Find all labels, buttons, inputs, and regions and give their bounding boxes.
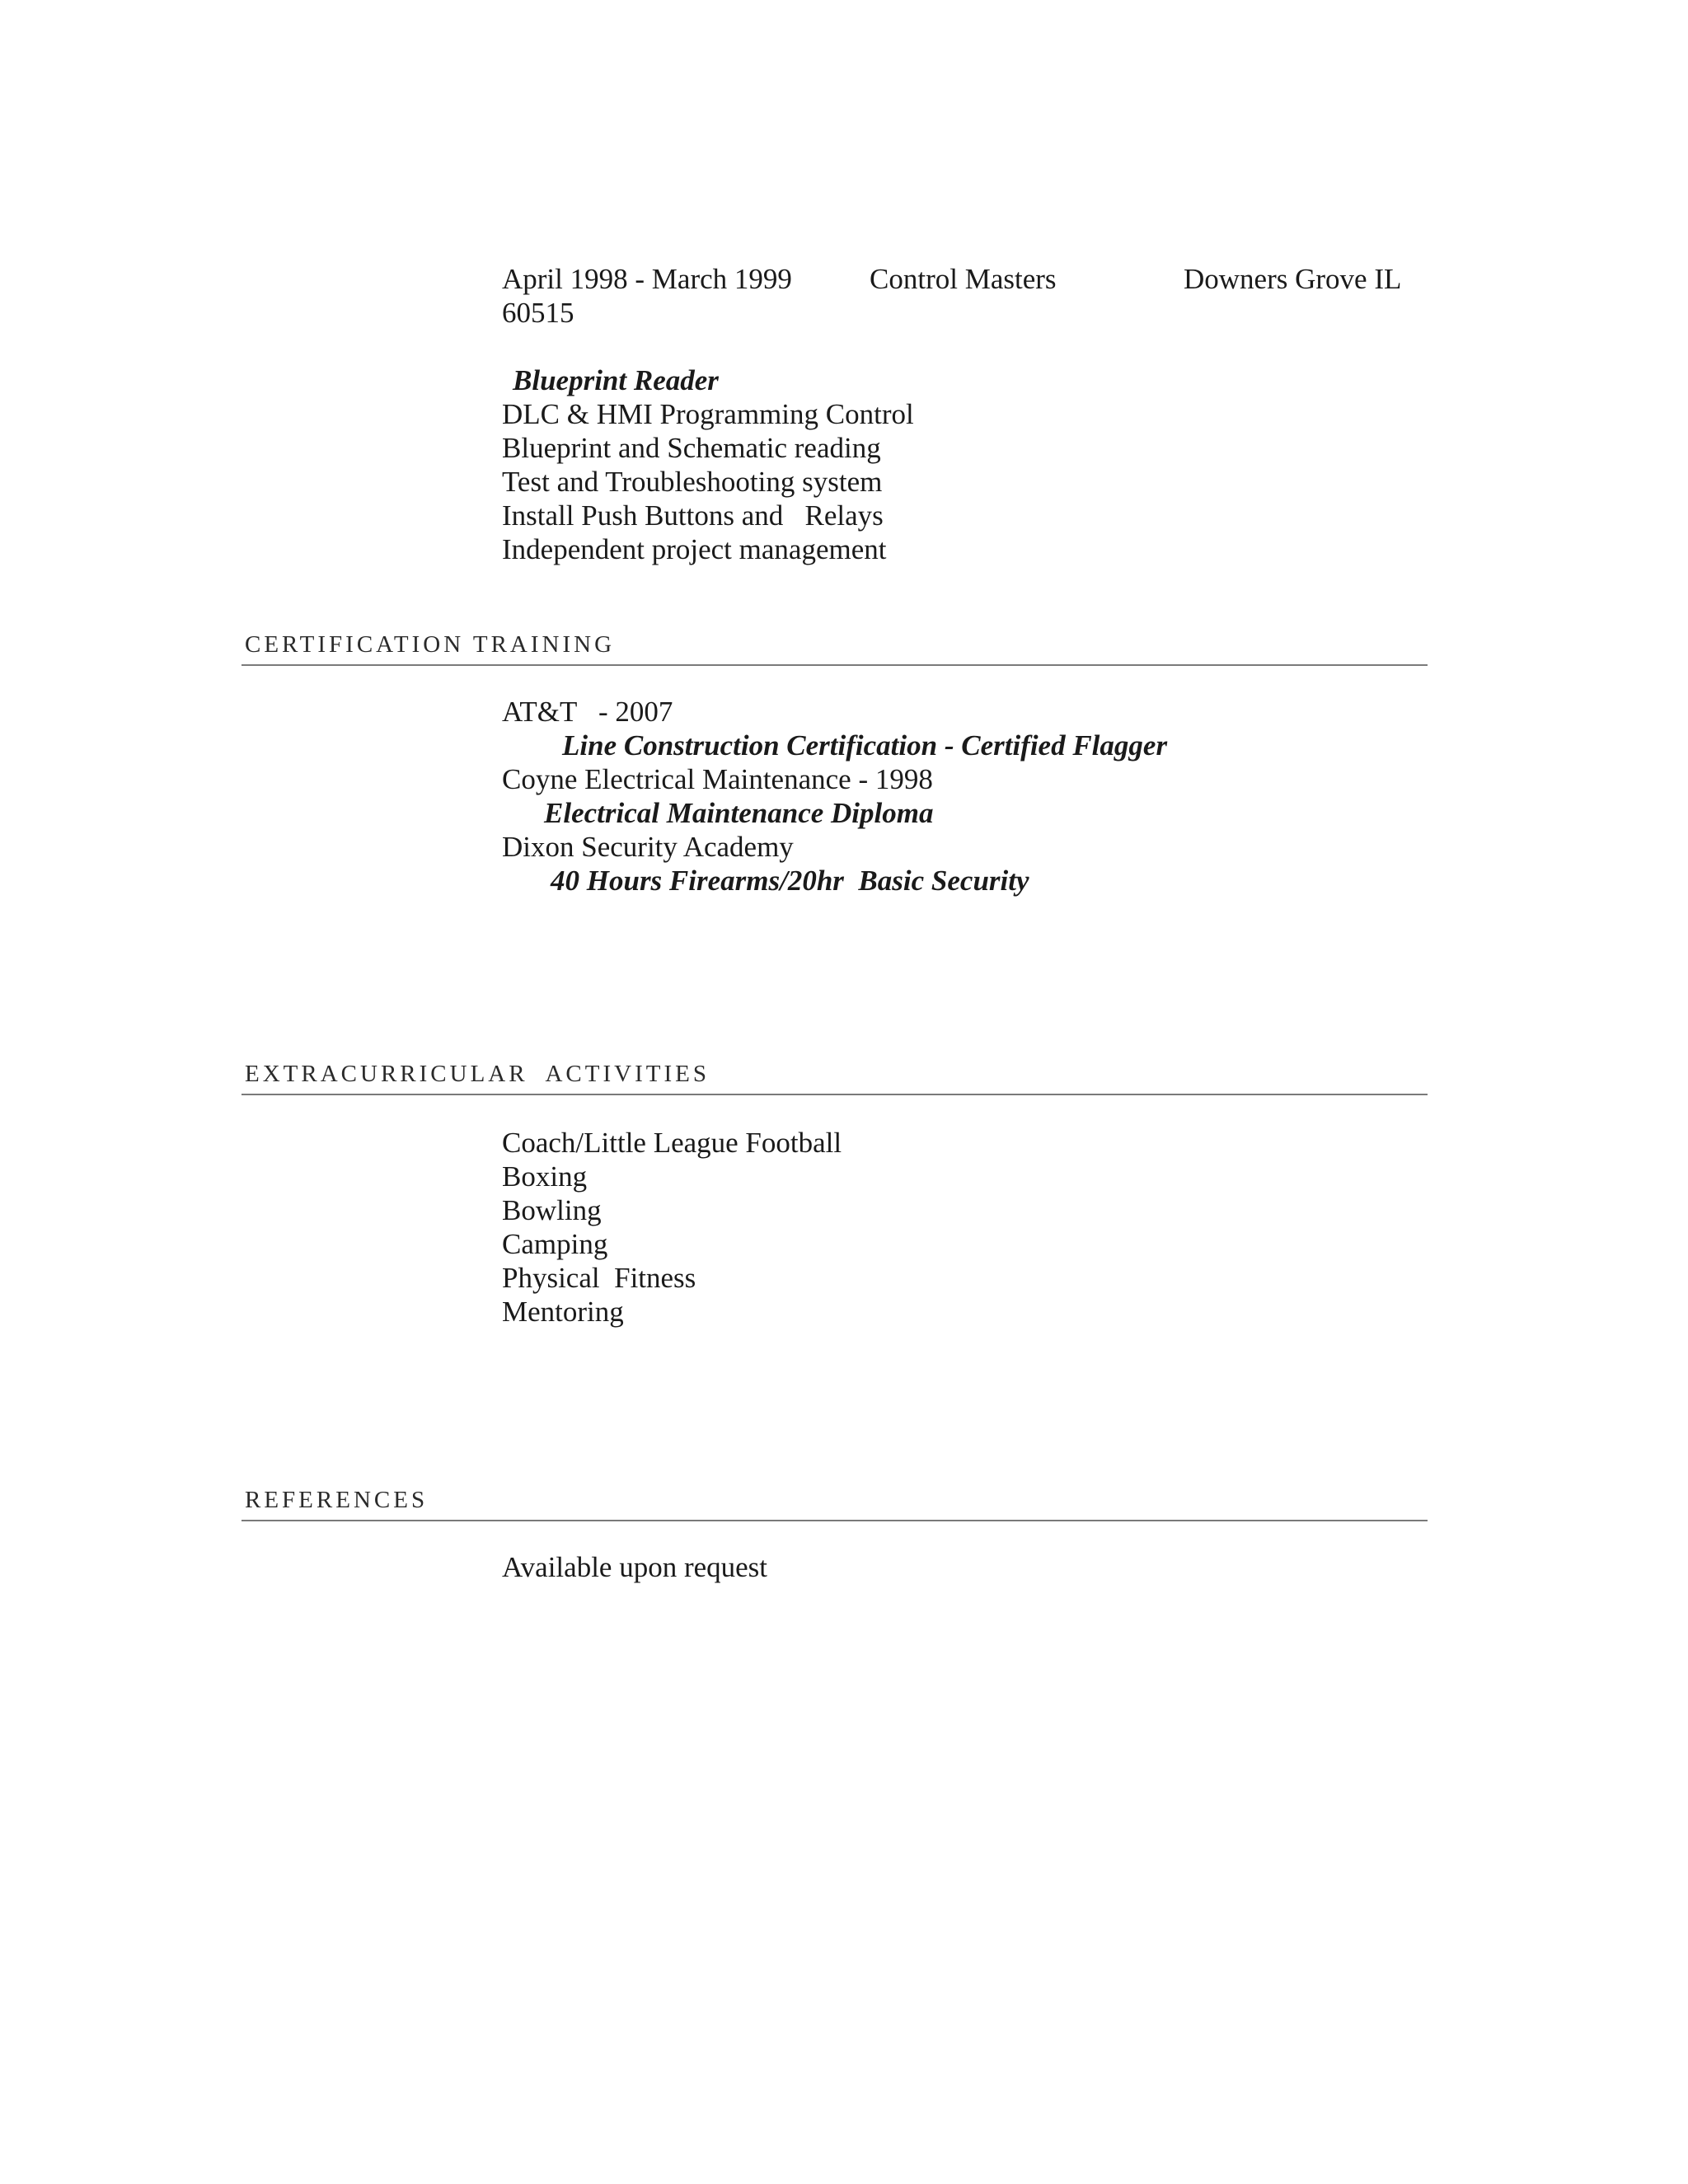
- job-location: Downers Grove IL: [1184, 263, 1402, 295]
- cert-credential: Line Construction Certification - Certified Flagger: [562, 729, 1168, 762]
- cert-credential: 40 Hours Firearms/20hr Basic Security: [551, 865, 1029, 897]
- job-duty: Blueprint and Schematic reading: [502, 432, 881, 464]
- job-zip: 60515: [502, 297, 574, 329]
- job-title: Blueprint Reader: [513, 364, 719, 396]
- references-heading: REFERENCES: [245, 1487, 429, 1513]
- cert-credential: Electrical Maintenance Diploma: [544, 797, 934, 829]
- activity-item: Boxing: [502, 1160, 588, 1193]
- references-text: Available upon request: [502, 1551, 768, 1583]
- section-divider: [241, 664, 1428, 666]
- cert-org: Dixon Security Academy: [502, 831, 794, 863]
- job-duty: DLC & HMI Programming Control: [502, 398, 914, 430]
- activity-item: Physical Fitness: [502, 1262, 696, 1294]
- job-company: Control Masters: [870, 263, 1057, 295]
- activity-item: Mentoring: [502, 1296, 624, 1328]
- activity-item: Bowling: [502, 1194, 602, 1226]
- job-duty: Install Push Buttons and Relays: [502, 499, 884, 532]
- job-duty: Test and Troubleshooting system: [502, 466, 883, 498]
- cert-org: AT&T - 2007: [502, 696, 673, 728]
- certification-heading: CERTIFICATION TRAINING: [245, 631, 616, 658]
- extracurricular-heading: EXTRACURRICULAR ACTIVITIES: [245, 1061, 710, 1087]
- job-dates: April 1998 - March 1999: [502, 263, 792, 295]
- activity-item: Camping: [502, 1228, 608, 1260]
- section-divider: [241, 1094, 1428, 1095]
- job-duty: Independent project management: [502, 533, 887, 565]
- activity-item: Coach/Little League Football: [502, 1127, 842, 1159]
- section-divider: [241, 1520, 1428, 1521]
- cert-org: Coyne Electrical Maintenance - 1998: [502, 763, 933, 795]
